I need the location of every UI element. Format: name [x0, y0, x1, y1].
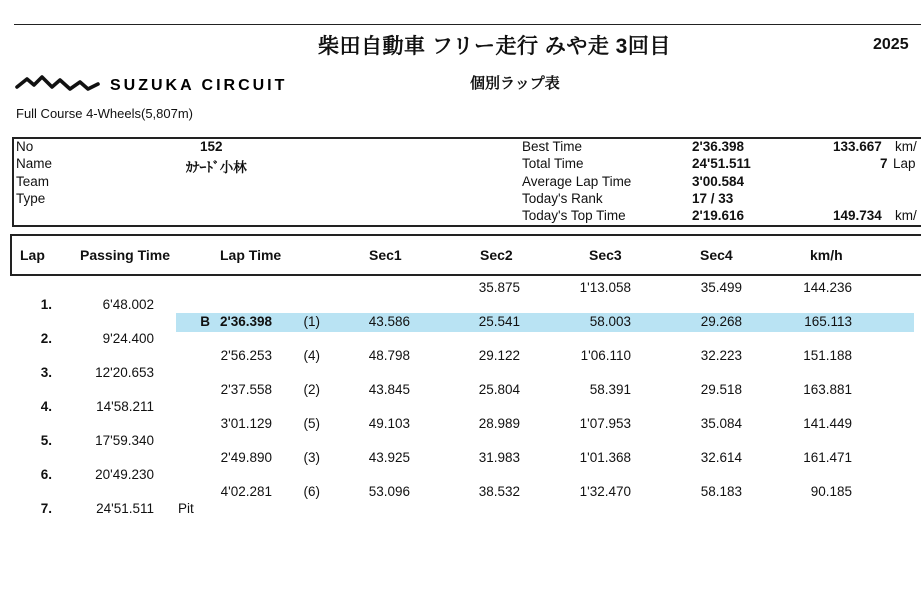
sec3-time: 1'01.368	[579, 450, 631, 465]
best-time-value: 2'36.398	[692, 139, 745, 154]
sec1-time: 43.845	[368, 382, 410, 397]
logo-wordmark: SUZUKA CIRCUIT	[110, 77, 288, 94]
lap-rank: (3)	[303, 450, 320, 465]
lap-number: 2.	[40, 331, 52, 346]
rank-value: 17 / 33	[692, 191, 734, 206]
avg-lap-label: Average Lap Time	[522, 174, 632, 189]
sec4-time: 32.223	[700, 348, 742, 363]
lap-time: 2'37.558	[220, 382, 272, 397]
sec1-time: 53.096	[368, 484, 410, 499]
header-sec1: Sec1	[369, 247, 402, 263]
lap-number: 4.	[40, 399, 52, 414]
passing-time: 14'58.211	[96, 399, 154, 414]
lap-time: 2'56.253	[220, 348, 272, 363]
speed-kmh: 90.185	[810, 484, 852, 499]
avg-lap-value: 3'00.584	[692, 174, 745, 189]
lap-number: 3.	[40, 365, 52, 380]
top-speed-value: 149.734	[833, 208, 882, 223]
sec4-time: 29.518	[700, 382, 742, 397]
page-title: 柴田自動車 フリー走行 みや走 3回目	[318, 35, 671, 58]
top-time-label: Today's Top Time	[522, 208, 626, 223]
sec2-time: 25.804	[478, 382, 520, 397]
lap-time: 2'49.890	[220, 450, 272, 465]
passing-time: 6'48.002	[102, 297, 154, 312]
pit-note: Pit	[178, 501, 194, 516]
rank-label: Today's Rank	[522, 191, 603, 206]
best-marker: B	[200, 314, 210, 329]
passing-time: 12'20.653	[95, 365, 154, 380]
header-lap-time: Lap Time	[220, 247, 282, 263]
sec3-time: 1'06.110	[580, 348, 631, 363]
driver-info-box	[12, 137, 921, 227]
lap-number: 5.	[40, 433, 52, 448]
header-sec3: Sec3	[589, 247, 622, 263]
speed-kmh: 141.449	[803, 416, 852, 431]
sec2-time: 28.989	[478, 416, 520, 431]
lap-number: 6.	[40, 467, 52, 482]
sec3-time: 1'07.953	[579, 416, 631, 431]
sec2-time: 31.983	[478, 450, 520, 465]
sec4-time: 29.268	[700, 314, 742, 329]
sec3-time: 1'13.058	[579, 280, 631, 295]
name-label: Name	[16, 156, 53, 171]
no-value: 152	[200, 139, 223, 154]
best-speed-unit: km/	[895, 139, 917, 154]
sec2-time: 35.875	[478, 280, 520, 295]
sec1-time: 43.925	[368, 450, 410, 465]
sec4-time: 35.499	[700, 280, 742, 295]
sec1-time: 43.586	[368, 314, 410, 329]
total-time-label: Total Time	[522, 156, 584, 171]
laps-count: 7	[880, 156, 888, 171]
passing-time: 24'51.511	[96, 501, 154, 516]
lap-number: 1.	[40, 297, 52, 312]
page-subtitle: 個別ラップ表	[470, 75, 560, 92]
top-divider	[14, 24, 921, 25]
sec3-time: 1'32.470	[579, 484, 631, 499]
type-label: Type	[16, 191, 46, 206]
speed-kmh: 144.236	[803, 280, 852, 295]
lap-rank: (1)	[303, 314, 320, 329]
lap-rank: (6)	[303, 484, 320, 499]
report-year: 2025	[873, 36, 909, 53]
passing-time: 20'49.230	[95, 467, 154, 482]
lap-rank: (5)	[303, 416, 320, 431]
suzuka-circuit-logo	[14, 70, 314, 96]
course-name: Full Course 4-Wheels(5,807m)	[16, 106, 194, 121]
top-time-value: 2'19.616	[692, 208, 745, 223]
header-sec2: Sec2	[480, 247, 513, 263]
sec4-time: 32.614	[700, 450, 742, 465]
best-speed-value: 133.667	[833, 139, 882, 154]
header-kmh: km/h	[810, 247, 843, 263]
sec2-time: 25.541	[478, 314, 520, 329]
sec4-time: 35.084	[700, 416, 742, 431]
speed-kmh: 161.471	[803, 450, 852, 465]
lap-time: 2'36.398	[219, 314, 272, 329]
passing-time: 9'24.400	[102, 331, 154, 346]
header-passing-time: Passing Time	[80, 247, 171, 263]
sec2-time: 29.122	[478, 348, 520, 363]
top-speed-unit: km/	[895, 208, 917, 223]
sec2-time: 38.532	[478, 484, 520, 499]
speed-kmh: 163.881	[803, 382, 852, 397]
passing-time: 17'59.340	[95, 433, 154, 448]
name-value: ｶﾅｰﾄﾞ小林	[186, 160, 247, 175]
header-sec4: Sec4	[700, 247, 733, 263]
lap-rank: (2)	[303, 382, 320, 397]
total-time-value: 24'51.511	[692, 156, 751, 171]
lap-time: 4'02.281	[220, 484, 272, 499]
lap-time: 3'01.129	[220, 416, 272, 431]
sec3-time: 58.391	[589, 382, 631, 397]
team-label: Team	[16, 174, 50, 189]
header-lap: Lap	[20, 247, 45, 263]
best-time-label: Best Time	[522, 139, 583, 154]
speed-kmh: 151.188	[803, 348, 852, 363]
lap-rank: (4)	[303, 348, 320, 363]
sec4-time: 58.183	[700, 484, 742, 499]
sec1-time: 48.798	[368, 348, 410, 363]
no-label: No	[16, 139, 34, 154]
laps-unit: Lap	[893, 156, 916, 171]
sec3-time: 58.003	[589, 314, 631, 329]
circuit-logo-icon	[14, 70, 314, 96]
sec1-time: 49.103	[368, 416, 410, 431]
lap-number: 7.	[40, 501, 52, 516]
speed-kmh: 165.113	[804, 314, 852, 329]
